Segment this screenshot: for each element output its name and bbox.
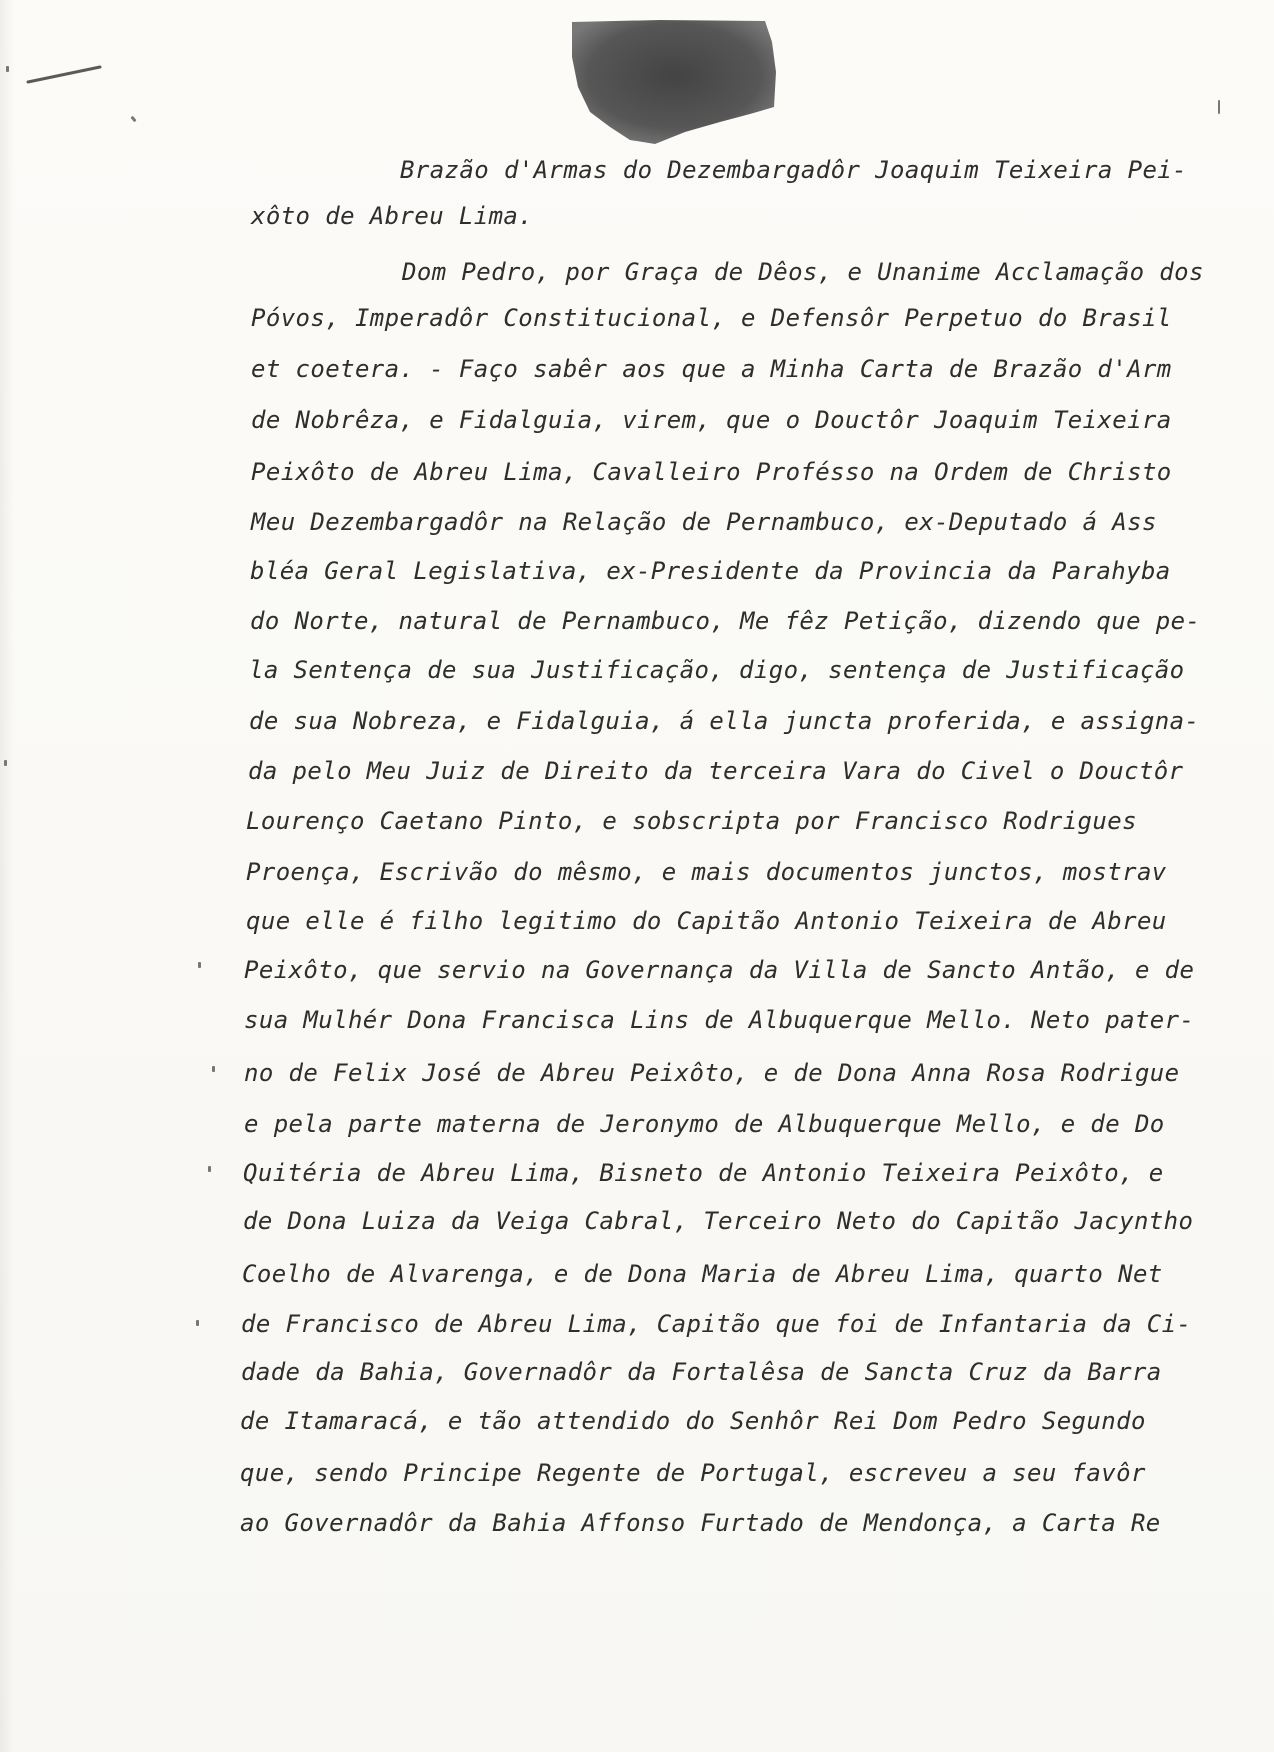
text-line: Póvos, Imperadôr Constitucional, e Defensôr Perpetuo do Brasil bbox=[251, 304, 1172, 332]
text-line: de Dona Luiza da Veiga Cabral, Terceiro Neto do Capitão Jacyntho bbox=[243, 1207, 1194, 1235]
text-line: de Nobrêza, e Fidalguia, virem, que o Douctôr Joaquim Teixeira bbox=[251, 406, 1172, 434]
text-line: Meu Dezembargadôr na Relação de Pernambuco, ex-Deputado á Ass bbox=[251, 508, 1157, 536]
margin-mark bbox=[196, 1320, 199, 1326]
document-title-line: Brazão d'Armas do Dezembargadôr Joaquim Teixeira Pei- bbox=[400, 156, 1188, 184]
margin-mark bbox=[208, 1166, 211, 1172]
pencil-mark bbox=[20, 60, 110, 90]
margin-mark bbox=[1218, 100, 1220, 114]
margin-mark bbox=[212, 1066, 215, 1072]
text-line: ao Governadôr da Bahia Affonso Furtado de Mendonça, a Carta Re bbox=[240, 1509, 1161, 1537]
text-line: et coetera. - Faço sabêr aos que a Minha Carta de Brazão d'Arm bbox=[251, 355, 1172, 383]
text-line: de sua Nobreza, e Fidalguia, á ella juncta proferida, e assigna- bbox=[249, 707, 1200, 735]
margin-mark bbox=[198, 962, 201, 968]
ink-smudge bbox=[560, 12, 790, 152]
text-line: do Norte, natural de Pernambuco, Me fêz Petição, dizendo que pe- bbox=[250, 607, 1201, 635]
text-line: no de Felix José de Abreu Peixôto, e de Dona Anna Rosa Rodrigue bbox=[244, 1059, 1180, 1087]
text-line: que, sendo Principe Regente de Portugal, escreveu a seu favôr bbox=[240, 1459, 1146, 1487]
text-line: que elle é filho legitimo do Capitão Antonio Teixeira de Abreu bbox=[246, 907, 1167, 935]
text-line: Peixôto de Abreu Lima, Cavalleiro Profésso na Ordem de Christo bbox=[251, 458, 1172, 486]
margin-mark bbox=[130, 116, 136, 123]
text-line: Lourenço Caetano Pinto, e sobscripta por Francisco Rodrigues bbox=[246, 807, 1137, 835]
document-title-line: xôto de Abreu Lima. bbox=[251, 202, 534, 230]
text-line: dade da Bahia, Governadôr da Fortalêsa de Sancta Cruz da Barra bbox=[241, 1358, 1162, 1386]
margin-mark bbox=[4, 760, 7, 766]
text-line: de Itamaracá, e tão attendido do Senhôr Rei Dom Pedro Segundo bbox=[240, 1407, 1146, 1435]
text-line: de Francisco de Abreu Lima, Capitão que foi de Infantaria da Ci- bbox=[241, 1310, 1192, 1338]
text-line: bléa Geral Legislativa, ex-Presidente da Provincia da Parahyba bbox=[250, 557, 1171, 585]
text-line: la Sentença de sua Justificação, digo, sentença de Justificação bbox=[249, 656, 1185, 684]
text-line: e pela parte materna de Jeronymo de Albuquerque Mello, e de Do bbox=[244, 1110, 1165, 1138]
text-line: Dom Pedro, por Graça de Dêos, e Unanime Acclamação dos bbox=[402, 258, 1204, 286]
text-line: Coelho de Alvarenga, e de Dona Maria de Abreu Lima, quarto Net bbox=[242, 1260, 1163, 1288]
text-line: Quitéria de Abreu Lima, Bisneto de Antonio Teixeira Peixôto, e bbox=[243, 1159, 1164, 1187]
text-line: Proença, Escrivão do mêsmo, e mais documentos junctos, mostrav bbox=[246, 858, 1167, 886]
text-line: da pelo Meu Juiz de Direito da terceira Vara do Civel o Douctôr bbox=[248, 757, 1184, 785]
margin-mark bbox=[6, 66, 9, 72]
text-line: sua Mulhér Dona Francisca Lins de Albuquerque Mello. Neto pater- bbox=[244, 1006, 1195, 1034]
text-line: Peixôto, que servio na Governança da Villa de Sancto Antão, e de bbox=[244, 956, 1195, 984]
